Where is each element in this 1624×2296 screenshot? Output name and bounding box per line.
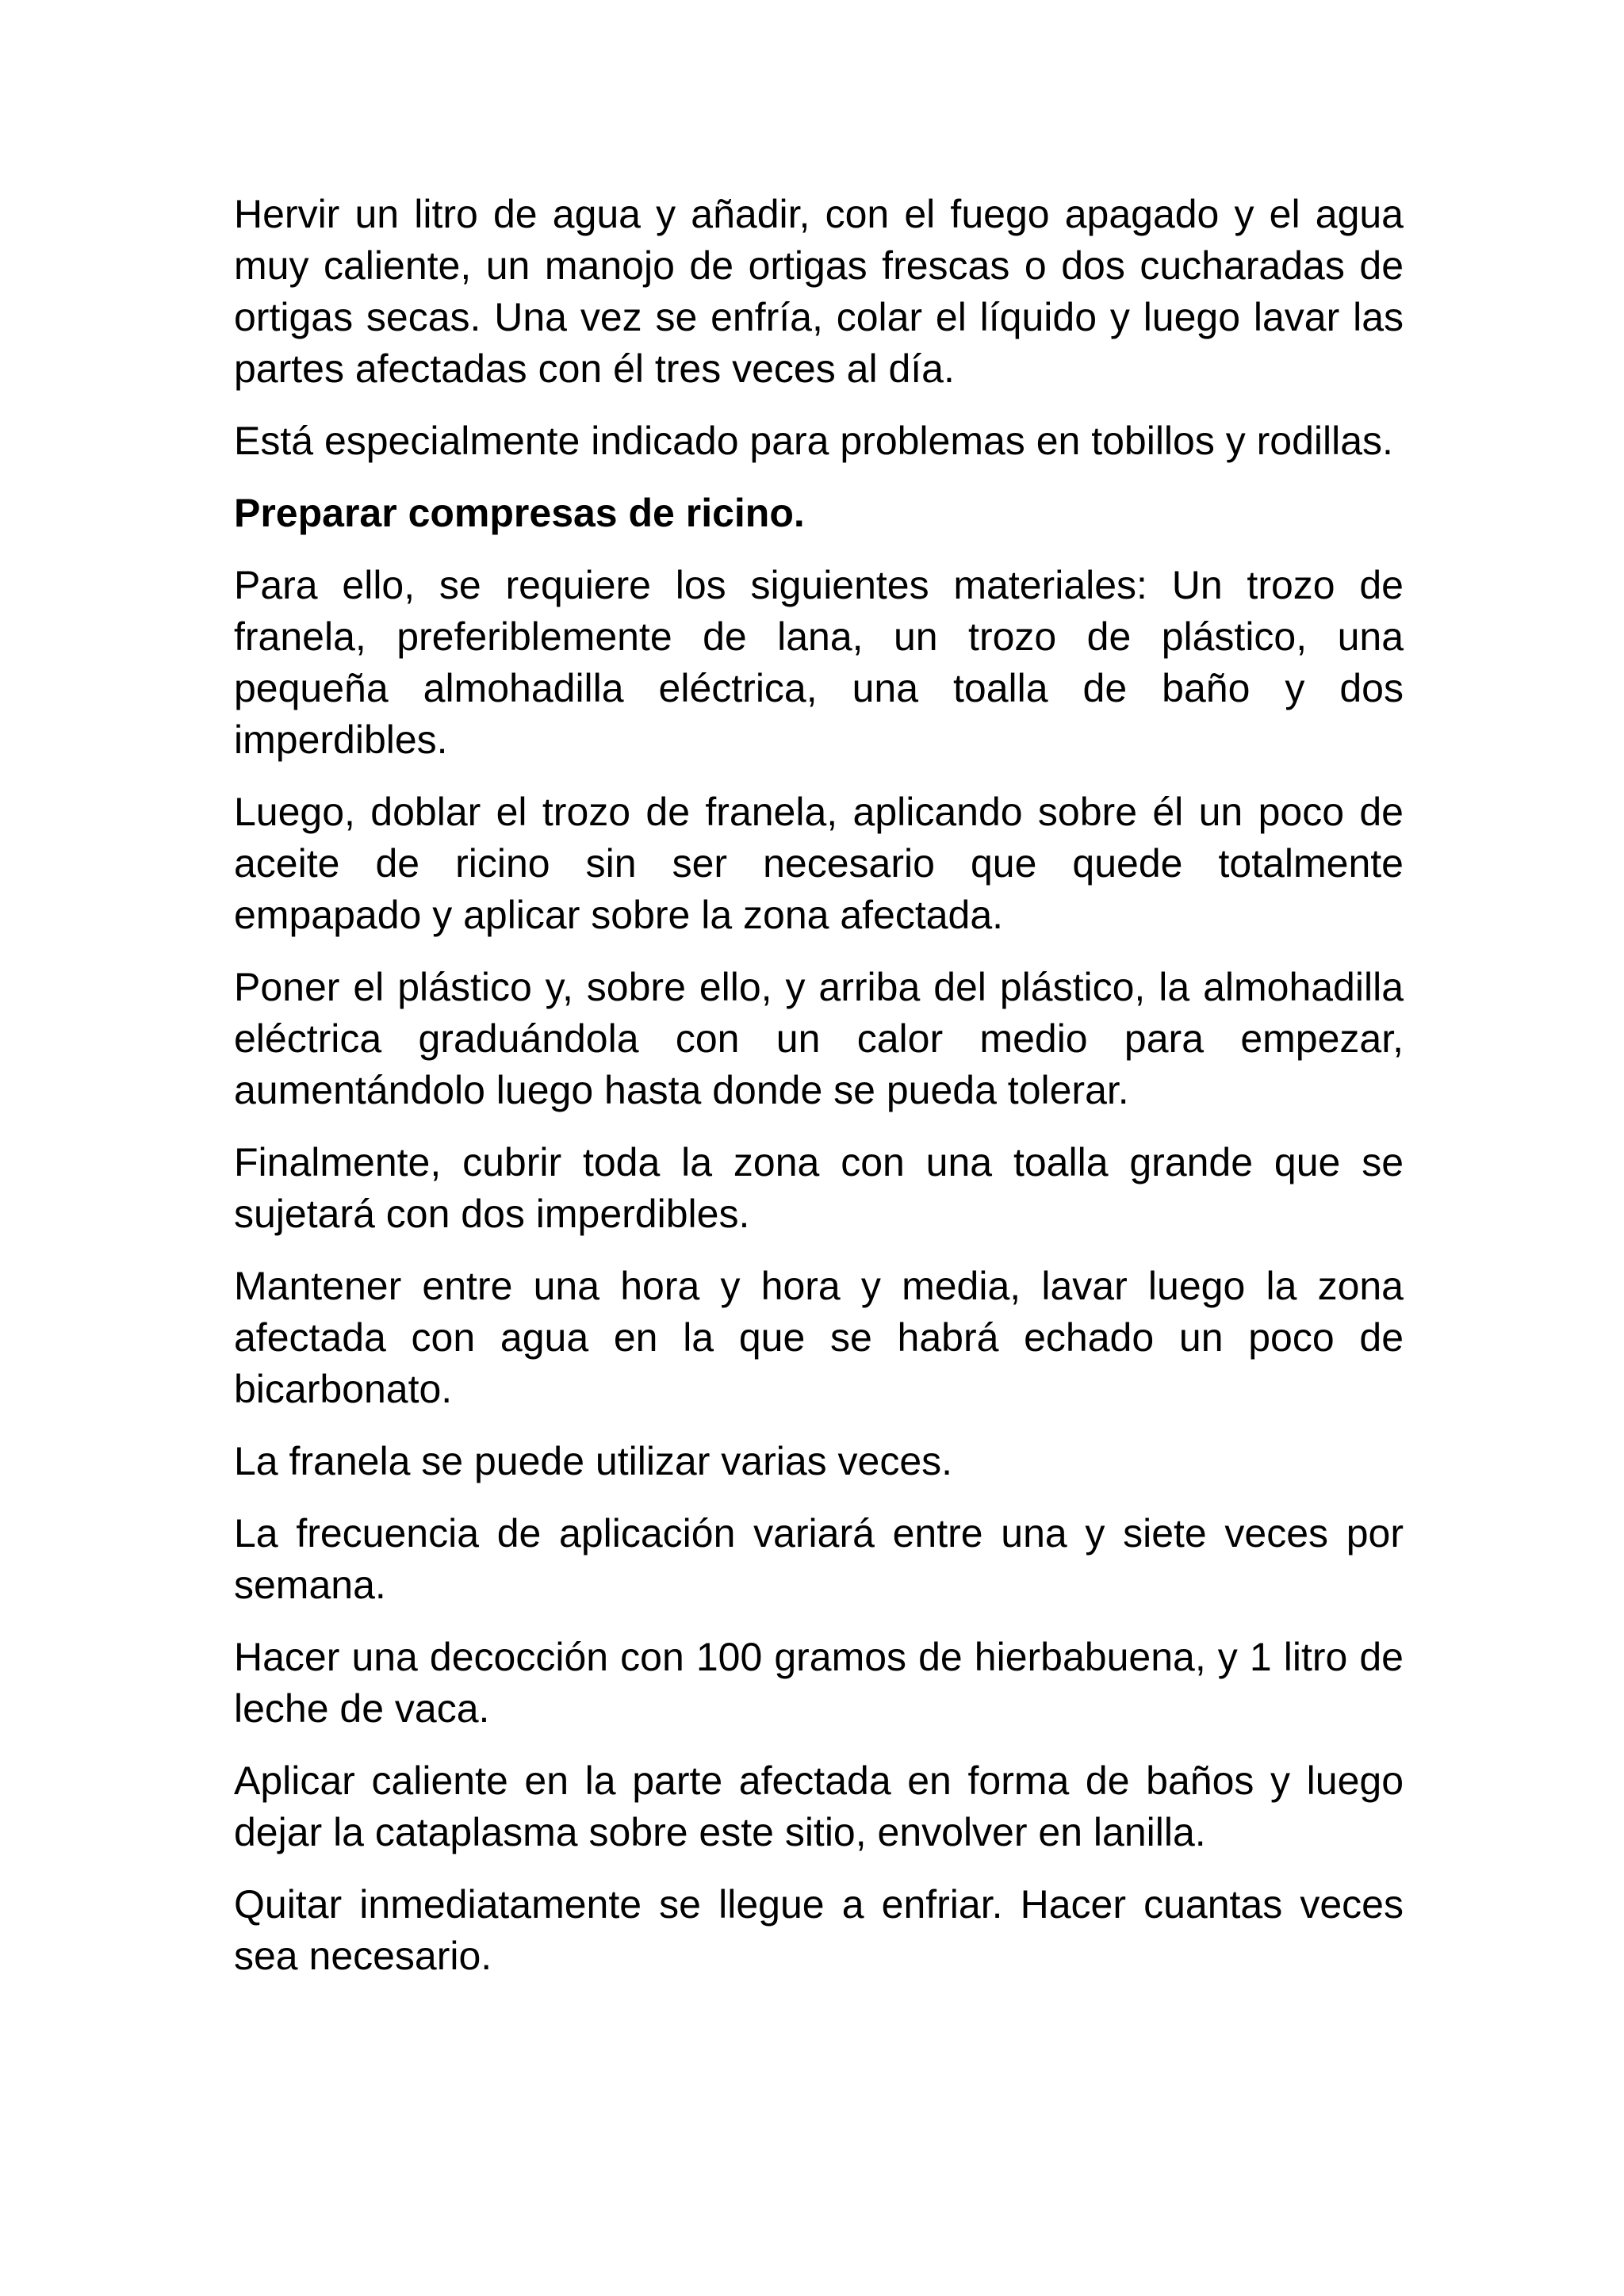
paragraph-plastic-heating-pad: Poner el plástico y, sobre ello, y arriba del plástico, la almohadilla eléctrica graduándola con un calor medio para empezar, aumentándolo luego hasta donde se pueda tolerar. bbox=[234, 965, 1404, 1112]
paragraph-ortigas-recipe: Hervir un litro de agua y añadir, con el fuego apagado y el agua muy caliente, un manojo de ortigas frescas o dos cucharadas de ortigas secas. Una vez se enfría, colar el líquido y luego lavar las partes afectadas con él tres veces al día. bbox=[234, 192, 1404, 391]
paragraph-indication: Está especialmente indicado para problemas en tobillos y rodillas. bbox=[234, 419, 1393, 463]
paragraph-fold-flannel: Luego, doblar el trozo de franela, aplicando sobre él un poco de aceite de ricino sin ser necesario que quede totalmente empapado y aplicar sobre la zona afectada. bbox=[234, 790, 1404, 937]
paragraph-cover-towel: Finalmente, cubrir toda la zona con una toalla grande que se sujetará con dos imperdibles. bbox=[234, 1140, 1404, 1236]
paragraph-frequency: La frecuencia de aplicación variará entre una y siete veces por semana. bbox=[234, 1511, 1404, 1607]
section-heading-compresas: Preparar compresas de ricino. bbox=[234, 491, 805, 535]
paragraph-apply-hot: Aplicar caliente en la parte afectada en forma de baños y luego dejar la cataplasma sobre este sitio, envolver en lanilla. bbox=[234, 1758, 1404, 1854]
document-body bbox=[234, 189, 1404, 2003]
paragraph-remove: Quitar inmediatamente se llegue a enfriar. Hacer cuantas veces sea necesario. bbox=[234, 1882, 1404, 1978]
paragraph-duration: Mantener entre una hora y hora y media, lavar luego la zona afectada con agua en la que se habrá echado un poco de bicarbonato. bbox=[234, 1264, 1404, 1411]
paragraph-materials: Para ello, se requiere los siguientes materiales: Un trozo de franela, preferiblemente de lana, un trozo de plástico, una pequeña almohadilla eléctrica, una toalla de baño y dos imperdibles. bbox=[234, 563, 1404, 762]
paragraph-reuse-flannel: La franela se puede utilizar varias veces. bbox=[234, 1439, 953, 1483]
paragraph-decoction: Hacer una decocción con 100 gramos de hierbabuena, y 1 litro de leche de vaca. bbox=[234, 1635, 1404, 1731]
